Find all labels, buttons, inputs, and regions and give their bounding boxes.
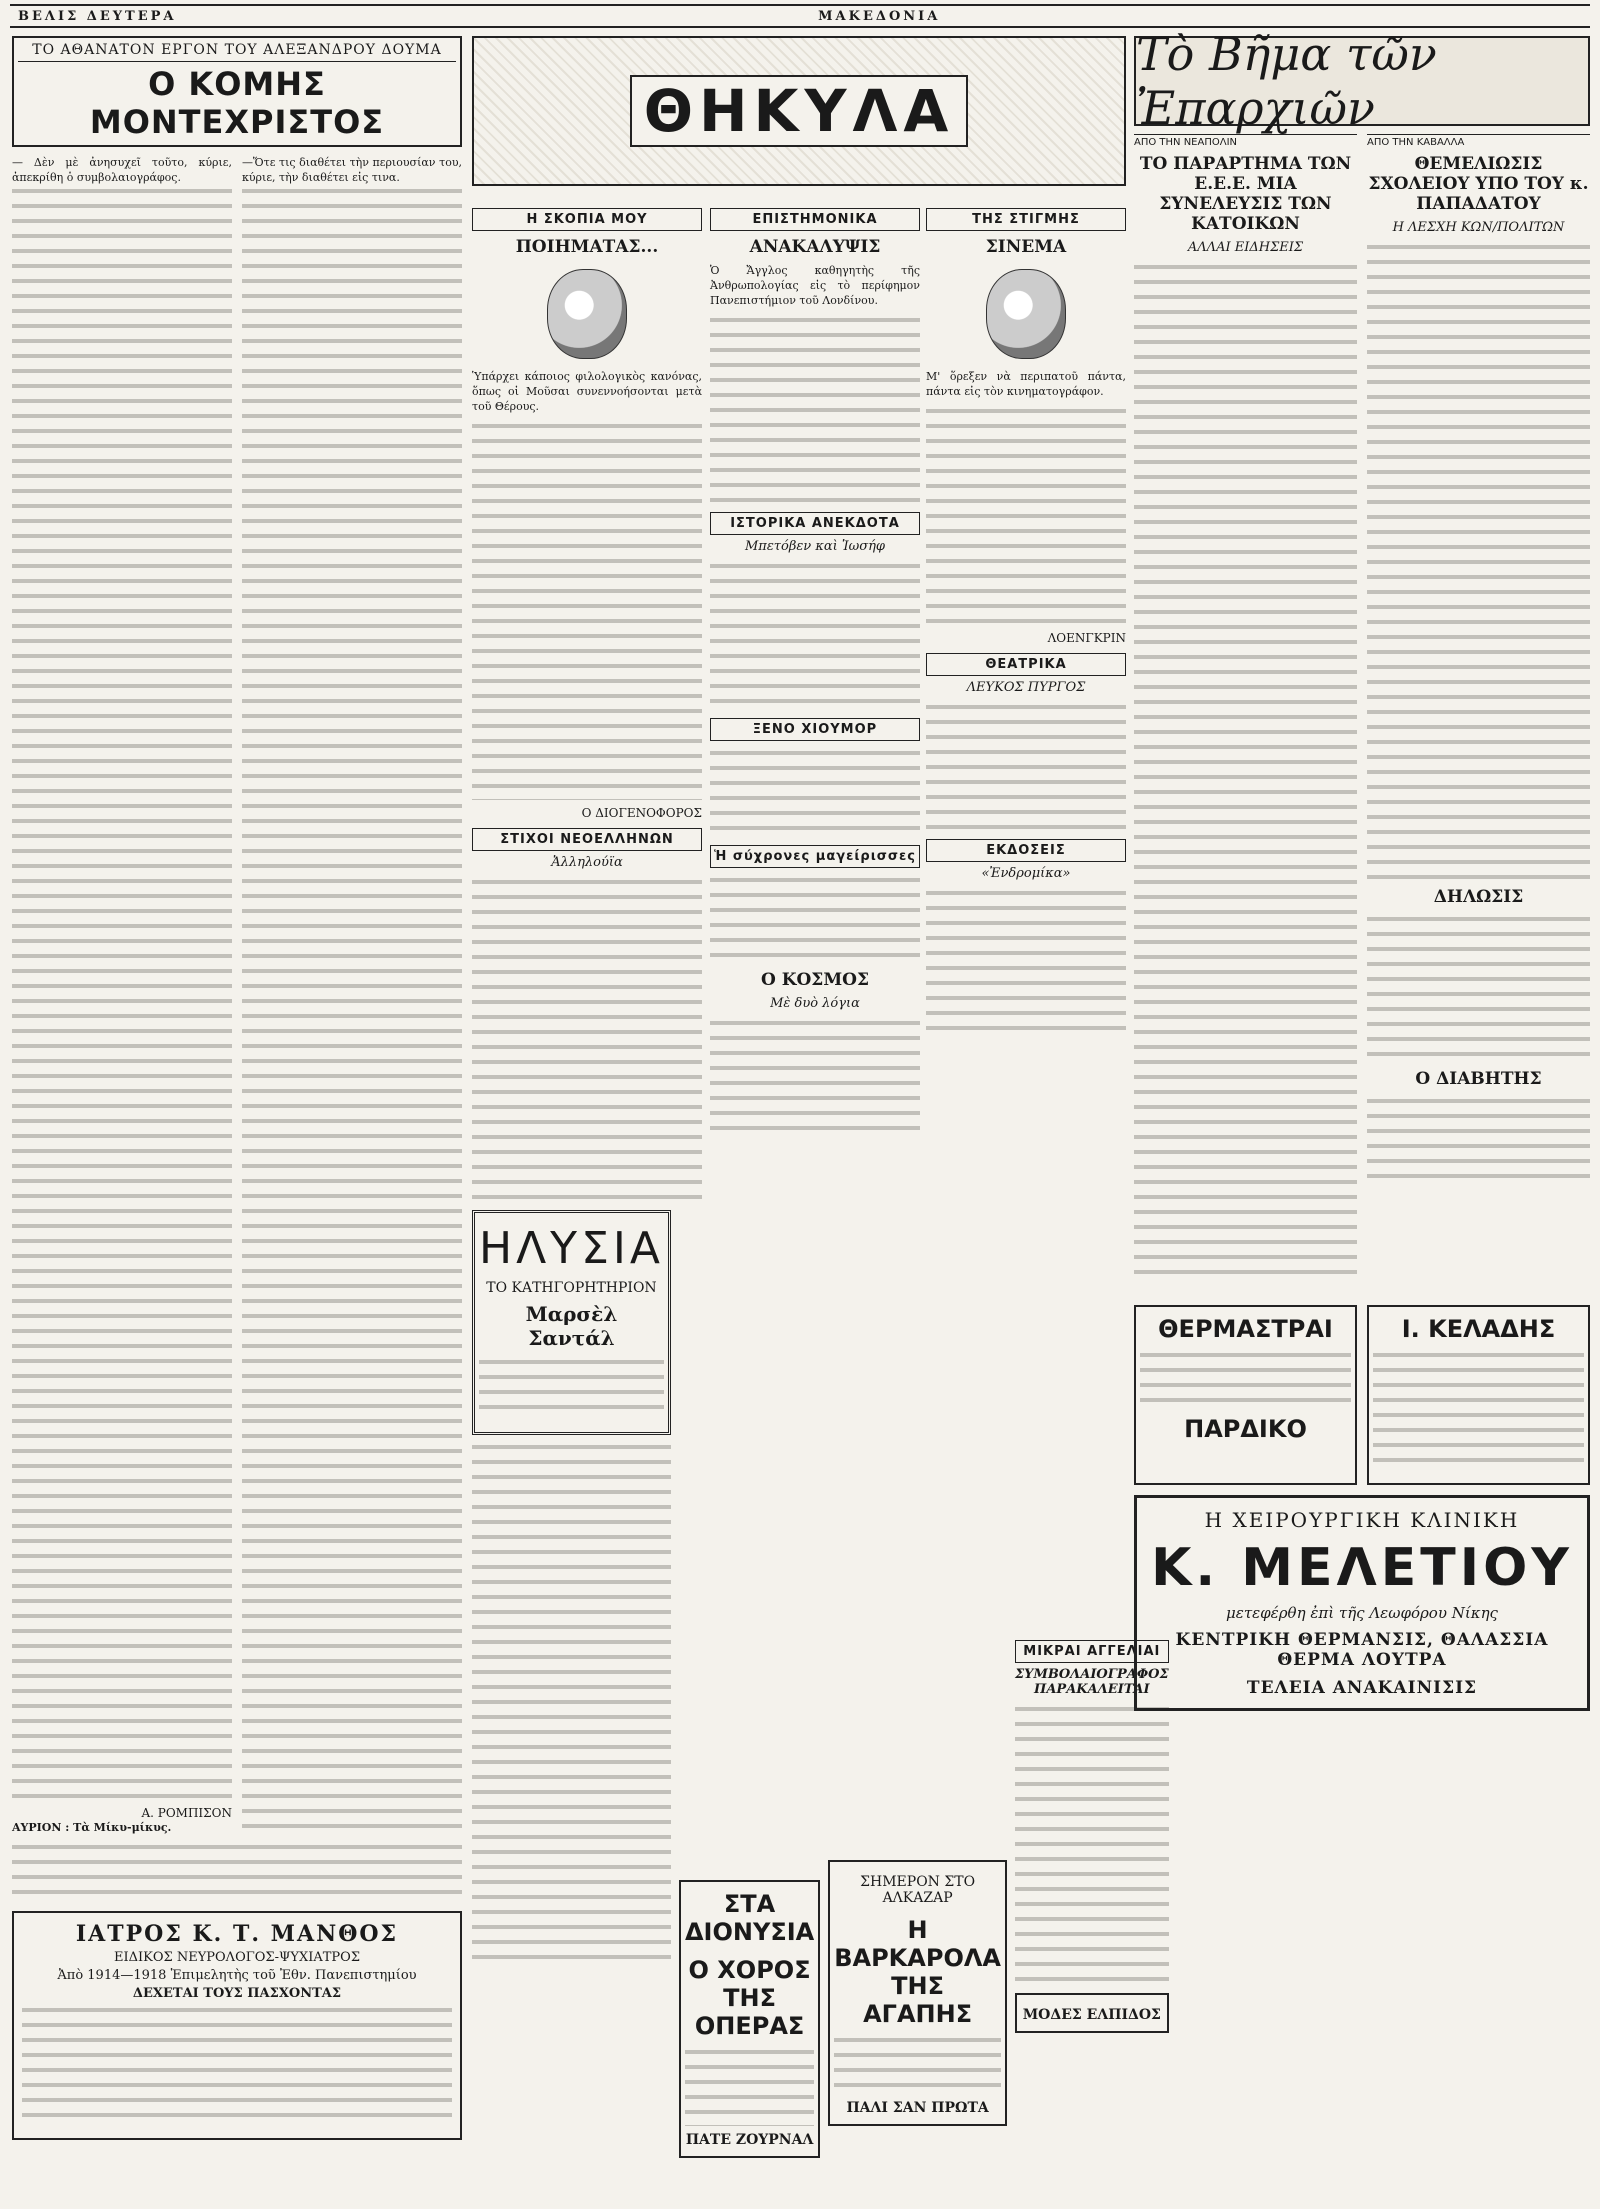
section-anecdotes: ΙΣΤΟΡΙΚΑ ΑΝΕΚΔΟΤΑ — [710, 512, 920, 535]
publication-title: «Ἐνδρομίκα» — [981, 866, 1071, 881]
section-publications: ΕΚΔΟΣΕΙΣ — [926, 839, 1126, 862]
masthead — [10, 4, 1590, 28]
ilysia-title: ΗΛΥΣΙΑ — [479, 1223, 664, 1274]
poem-title: Ἀλληλούϊα — [551, 855, 623, 870]
ilysia-sub: ΤΟ ΚΑΤΗΓΟΡΗΤΗΡΙΟΝ — [486, 1280, 657, 1296]
dionysia-foot: ΠΑΤΕ ΖΟΥΡΝΑΛ — [685, 2132, 814, 2148]
keladis-name: Ι. ΚΕΛΑΔΗΣ — [1401, 1315, 1556, 1343]
vima-header: Τὸ Βῆμα τῶν Ἐπαρχιῶν — [1134, 36, 1590, 126]
diabetes-title: Ο ΔΙΑΒΗΤΗΣ — [1415, 1069, 1542, 1089]
skopia-signature: Ο ΔΙΟΓΕΝΟΦΟΡΟΣ — [581, 806, 702, 820]
dionysia-main: Ο ΧΟΡΟΣ ΤΗΣ ΟΠΕΡΑΣ — [688, 1956, 811, 2040]
neapoli-dateline: ΑΠΟ ΤΗΝ ΝΕΑΠΟΛΙΝ — [1134, 134, 1357, 148]
section-science: ΕΠΙΣΤΗΜΟΝΙΚΑ — [710, 208, 920, 231]
column-stigmi — [926, 200, 1126, 1200]
ad-dionysia — [679, 1200, 820, 2190]
serial-text-col2 — [242, 185, 462, 1835]
caricature-icon — [547, 269, 627, 359]
column-science — [710, 200, 920, 1200]
serial-title: Ο ΚΟΜΗΣ ΜΟΝΤΕΧΡΙΣΤΟΣ — [89, 65, 385, 141]
kavala-sub: Η ΛΕΣΧΗ ΚΩΝ/ΠΟΛΙΤΩΝ — [1392, 220, 1565, 235]
serial-col2-lead: —Ὅτε τις διαθέτει τὴν περιουσίαν του, κύριε, τὴν διαθέτει εἰς τινα. — [242, 156, 462, 184]
section-poems: ΣΤΙΧΟΙ ΝΕΟΕΛΛΗΝΩΝ — [472, 828, 702, 851]
section-theatre: ΘΕΑΤΡΙΚΑ — [926, 653, 1126, 676]
clinic-amenities: ΚΕΝΤΡΙΚΗ ΘΕΡΜΑΝΣΙΣ, ΘΑΛΑΣΣΙΑ ΘΕΡΜΑ ΛΟΥΤΡΑ — [1175, 1630, 1549, 1670]
portrait-icon — [986, 269, 1066, 359]
provinces-column — [1134, 27, 1590, 2196]
column-skopia — [472, 200, 702, 1200]
clinic-moved: μετεφέρθη ἐπὶ τῆς Λεωφόρου Νίκης — [1226, 1604, 1498, 1622]
clinic-top: Η ΧΕΙΡΟΥΡΓΙΚΗ ΚΛΙΝΙΚΗ — [1204, 1508, 1520, 1532]
sketch-title: ΘΗΚΥΛΑ — [630, 75, 969, 147]
modes-elpidos: ΜΟΔΕΣ ΕΛΠΙΔΟΣ — [1022, 2007, 1161, 2023]
masthead-center: ΜΑΚΕΔΟΝΙΑ — [818, 8, 941, 24]
pardiko-name: ΠΑΡΔΙΚΟ — [1184, 1415, 1307, 1443]
kavala-dateline: ΑΠΟ ΤΗΝ ΚΑΒΑΛΛΑ — [1367, 134, 1590, 148]
headline-cinema: ΣΙΝΕΜΑ — [985, 237, 1067, 257]
neapoli-sub: ΑΛΛΑΙ ΕΙΔΗΣΕΙΣ — [1187, 240, 1304, 255]
serial-column — [12, 36, 462, 2196]
section-humor: ΞΕΝΟ ΧΙΟΥΜΟΡ — [710, 718, 920, 741]
anecdote-title: Μπετόβεν καὶ Ἰωσήφ — [744, 539, 886, 554]
classifieds-title: ΜΙΚΡΑΙ ΑΓΓΕΛΙΑΙ — [1015, 1640, 1169, 1663]
section-cooks: Ἡ σύχρονες μαγείρισσες — [710, 845, 920, 868]
ad-ilysia — [472, 1200, 671, 2190]
serial-title-box — [12, 36, 462, 147]
kavala-headline: ΘΕΜΕΛΙΩΣΙΣ ΣΧΟΛΕΙΟΥ ΥΠΟ ΤΟΥ κ. ΠΑΠΑΔΑΤΟΥ — [1368, 154, 1589, 214]
classifieds-main: ΣΥΜΒΟΛΑΙΟΓΡΑΦΟΣ ΠΑΡΑΚΑΛΕΙΤΑΙ — [1014, 1667, 1169, 1697]
doctor-hours: ΔΕΧΕΤΑΙ ΤΟΥΣ ΠΑΣΧΟΝΤΑΣ — [132, 1986, 342, 2001]
serial-lead: — Δὲν μὲ ἀνησυχεῖ τοῦτο, κύριε, ἀπεκρίθη ὁ συμβολαιογράφος. — [12, 156, 232, 184]
cinema-text: Μ' ὅρεξεν νὰ περιπατοῦ πάντα, πάντα εἰς τὸν κινηματογράφον. — [926, 370, 1126, 398]
dionysia-title: ΣΤΑ ΔΙΟΝΥΣΙΑ — [684, 1890, 815, 1946]
masthead-left: ΒΕΛΙΣ ΔΕΥΤΕΡΑ — [18, 8, 177, 24]
serial-text-col1 — [12, 185, 232, 1800]
declaration-title: ΔΗΛΩΣΙΣ — [1433, 887, 1524, 907]
bottom-ads-row — [472, 1200, 1169, 2190]
theatre-name: ΛΕΥΚΟΣ ΠΥΡΓΟΣ — [966, 680, 1086, 695]
ad-alkazar — [828, 1200, 1007, 2190]
science-text: Ὁ Ἄγγλος καθηγητὴς τῆς Ἀνθρωπολογίας εἰς τὸ περίφημον Πανεπιστήμιον τοῦ Λονδίνου. — [710, 264, 920, 307]
clinic-ad — [1134, 1495, 1590, 1711]
alkazar-foot: ΠΑΛΙ ΣΑΝ ΠΡΩΤΑ — [846, 2100, 989, 2116]
section-stigmi: ΤΗΣ ΣΤΙΓΜΗΣ — [926, 208, 1126, 231]
clinic-name: Κ. ΜΕΛΕΤΙΟΥ — [1151, 1538, 1573, 1598]
headline-discovery: ΑΝΑΚΑΛΥΨΙΣ — [749, 237, 881, 257]
doctor-specialty: ΕΙΔΙΚΟΣ ΝΕΥΡΟΛΟΓΟΣ-ΨΥΧΙΑΤΡΟΣ — [113, 1950, 361, 1965]
kosmos-sub: Μὲ δυὸ λόγια — [770, 996, 860, 1011]
serial-kicker: ΤΟ ΑΘΑΝΑΤΟΝ ΕΡΓΟΝ ΤΟΥ ΑΛΕΞΑΝΔΡΟΥ ΔΟΥΜΑ — [18, 42, 456, 62]
skopia-text: Ὑπάρχει κάποιος φιλολογικὸς κανόνας, ὅπως οἱ Μοῦσαι συνεννοήσονται μετὰ τοῦ Θέρους. — [472, 370, 702, 413]
ilysia-name: Μαρσὲλ Σαντάλ — [525, 1302, 618, 1350]
doctor-years: Ἀπὸ 1914—1918 Ἐπιμελητὴς τοῦ Ἐθν. Πανεπιστημίου — [57, 1968, 417, 1983]
serial-next: ΑΥΡΙΟΝ : Τὰ Μίκυ-μίκυς. — [12, 1821, 172, 1834]
cinema-signature: ΛΟΕΝΓΚΡΙΝ — [1047, 631, 1126, 645]
doctor-ad — [12, 1911, 462, 2140]
clinic-renovation: ΤΕΛΕΙΑ ΑΝΑΚΑΙΝΙΣΙΣ — [1246, 1678, 1478, 1698]
classified-strip — [12, 1841, 462, 1901]
doctor-name: ΙΑΤΡΟΣ Κ. Τ. ΜΑΝΘΟΣ — [75, 1921, 399, 1947]
alkazar-title: ΣΗΜΕΡΟΝ ΣΤΟ ΑΛΚΑΖΑΡ — [860, 1874, 976, 1906]
neapoli-headline: ΤΟ ΠΑΡΑΡΤΗΜΑ ΤΩΝ Ε.Ε.Ε. ΜΙΑ ΣΥΝΕΛΕΥΣΙΣ ΤΩΝ ΚΑΤΟΙΚΩΝ — [1139, 154, 1352, 234]
thermastrai-title: ΘΕΡΜΑΣΤΡΑΙ — [1158, 1315, 1333, 1343]
headline-poiimatas: ΠΟΙΗΜΑΤΑΣ... — [515, 237, 659, 257]
sketch-header — [472, 36, 1126, 196]
section-skopia: Η ΣΚΟΠΙΑ ΜΟΥ — [472, 208, 702, 231]
serial-signature: Α. ΡΟΜΠΙΣΟΝ — [141, 1806, 232, 1820]
alkazar-main: Η ΒΑΡΚΑΡΟΛΑ ΤΗΣ ΑΓΑΠΗΣ — [834, 1916, 1001, 2028]
headline-kosmos: Ο ΚΟΣΜΟΣ — [761, 970, 869, 990]
